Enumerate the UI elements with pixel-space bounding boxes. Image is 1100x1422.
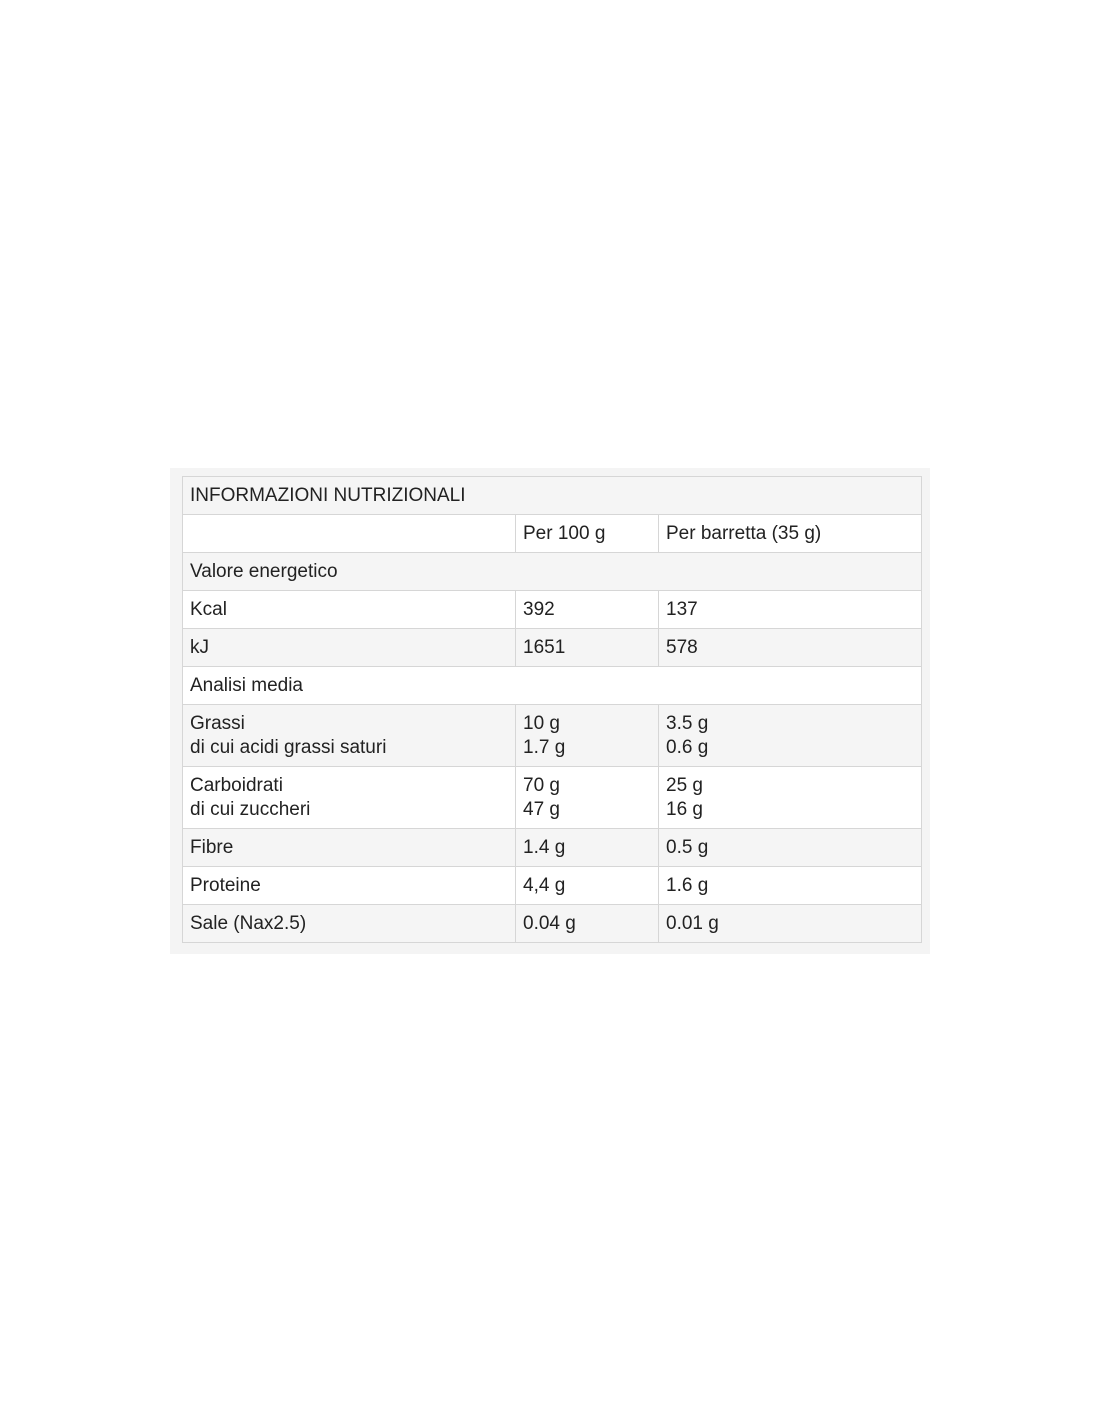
row-label: kJ: [183, 629, 516, 667]
row-per100: 1.4 g: [516, 829, 659, 867]
row-label-main: Carboidrati: [190, 774, 283, 796]
row-label: [183, 767, 516, 829]
row-label: Sale (Nax2.5): [183, 905, 516, 943]
value-main: 70 g: [523, 774, 560, 796]
value-main: 10 g: [523, 712, 560, 734]
row-perbar: [659, 705, 922, 767]
table-row-fibre: [183, 829, 922, 867]
section-energy: Valore energetico: [183, 553, 922, 591]
row-label: [183, 705, 516, 767]
table-row-salt: [183, 905, 922, 943]
column-header-row: [183, 515, 922, 553]
row-label-sub: di cui acidi grassi saturi: [190, 736, 387, 758]
value-main: 25 g: [666, 774, 703, 796]
table-row-carbs: [183, 767, 922, 829]
row-perbar: [659, 767, 922, 829]
table-row-protein: [183, 867, 922, 905]
column-header-per100: Per 100 g: [516, 515, 659, 553]
value-sub: 0.6 g: [666, 736, 709, 758]
value-sub: 47 g: [523, 798, 560, 820]
row-per100: 392: [516, 591, 659, 629]
row-per100: 0.04 g: [516, 905, 659, 943]
row-per100: 4,4 g: [516, 867, 659, 905]
nutrition-table: [182, 476, 922, 943]
value-sub: 16 g: [666, 798, 703, 820]
row-perbar: 578: [659, 629, 922, 667]
table-title-row: [183, 477, 922, 515]
row-perbar: 0.01 g: [659, 905, 922, 943]
column-header-label: [183, 515, 516, 553]
value-sub: 1.7 g: [523, 736, 566, 758]
row-per100: [516, 705, 659, 767]
row-per100: [516, 767, 659, 829]
row-label: Kcal: [183, 591, 516, 629]
section-row-energy: [183, 553, 922, 591]
table-title: INFORMAZIONI NUTRIZIONALI: [183, 477, 922, 515]
row-per100: 1651: [516, 629, 659, 667]
value-main: 3.5 g: [666, 712, 709, 734]
table-row-kj: [183, 629, 922, 667]
section-analysis: Analisi media: [183, 667, 922, 705]
row-perbar: 1.6 g: [659, 867, 922, 905]
section-row-analysis: [183, 667, 922, 705]
row-label-main: Grassi: [190, 712, 245, 734]
row-perbar: 0.5 g: [659, 829, 922, 867]
row-perbar: 137: [659, 591, 922, 629]
row-label: Proteine: [183, 867, 516, 905]
table-row-fats: [183, 705, 922, 767]
column-header-perbar: Per barretta (35 g): [659, 515, 922, 553]
row-label: Fibre: [183, 829, 516, 867]
row-label-sub: di cui zuccheri: [190, 798, 311, 820]
table-row-kcal: [183, 591, 922, 629]
